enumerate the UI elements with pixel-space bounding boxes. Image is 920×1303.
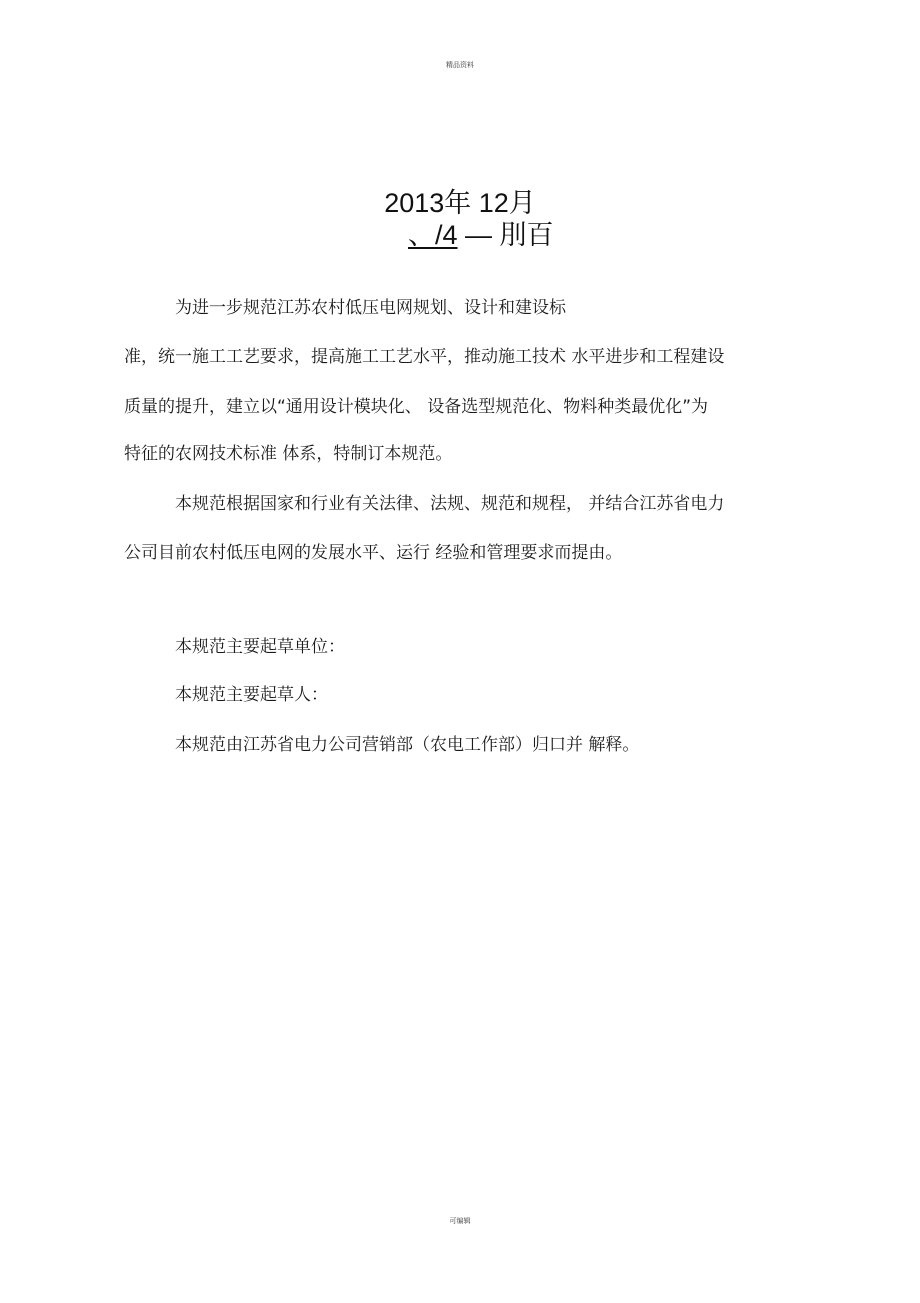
preface-heading-text: — 刖百 xyxy=(457,220,554,250)
paragraph-line-3: 质量的提升，建立以“通用设计模块化、 设备选型规范化、物料种类最优化”为 xyxy=(124,397,709,417)
paragraph-line-2: 准，统一施工工艺要求，提高施工工艺水平，推动施工技术 水平进步和工程建设 xyxy=(124,347,725,367)
preface-heading xyxy=(408,218,554,252)
paragraph-line-5: 本规范根据国家和行业有关法律、法规、规范和规程， 并结合江苏省电力 xyxy=(175,494,725,514)
paragraph-line-6: 公司目前农村低压电网的发展水平、运行 经验和管理要求而提由。 xyxy=(124,543,623,563)
page-header-note: 精品资料 xyxy=(446,61,474,69)
document-date-title: 2013年 12月 xyxy=(384,188,536,218)
interpretation-line: 本规范由江苏省电力公司营销部（农电工作部）归口并 解释。 xyxy=(175,735,640,755)
drafting-unit-line: 本规范主要起草单位： xyxy=(175,637,345,657)
paragraph-line-4: 特征的农网技术标准 体系，特制订本规范。 xyxy=(124,444,453,464)
paragraph-line-1: 为进一步规范江苏农村低压电网规划、设计和建设标 xyxy=(175,298,566,318)
page-footer-note: 可编辑 xyxy=(449,1217,471,1225)
drafter-line: 本规范主要起草人： xyxy=(175,685,328,705)
preface-heading-underlined: 、/4 xyxy=(408,220,458,250)
